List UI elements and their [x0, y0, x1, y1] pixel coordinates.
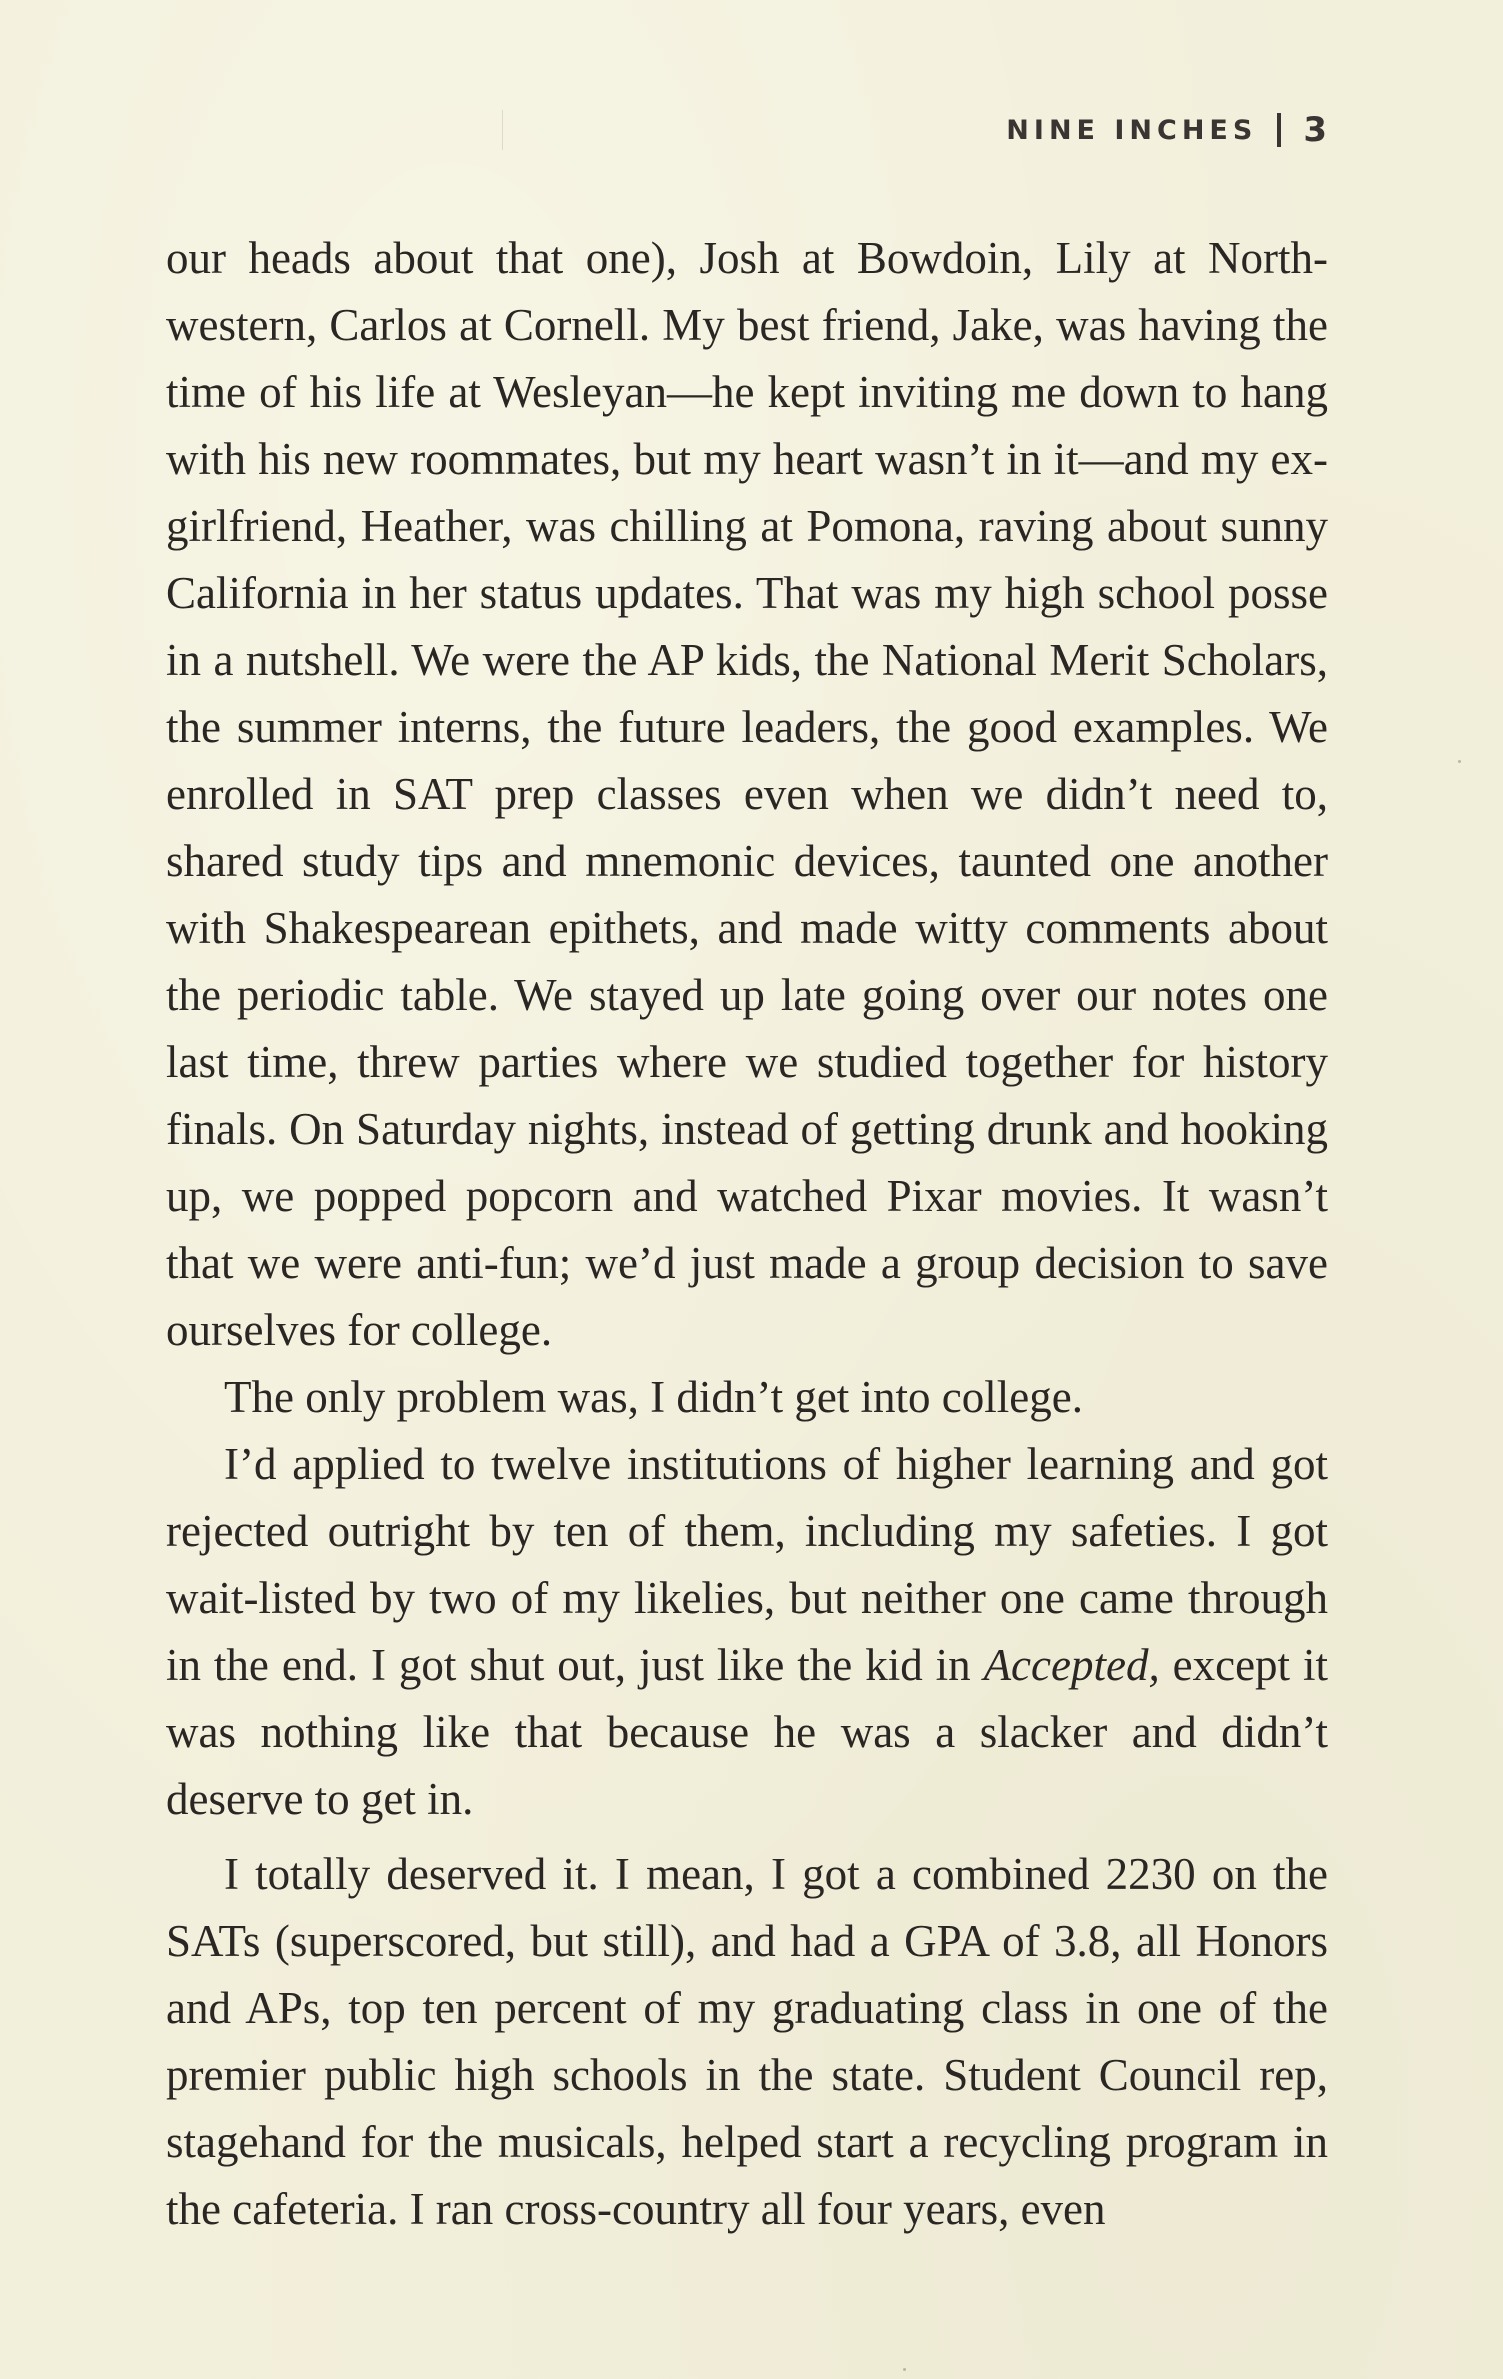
paragraph-3-text-start: I’d applied to twelve institutions of higher learning and got rejected outright by ten of them, including my safeties. I got wait-listed by two of my likelies, but neither one came through in the end. I got shut out, just like the kid in	[166, 1439, 1328, 1690]
paragraph-3-text-end: except it was nothing like that because he was a slacker and didn’t deserve to get in.	[166, 1640, 1328, 1824]
paper-crease	[502, 110, 503, 150]
paragraph-1: our heads about that one), Josh at Bowdoin, Lily at Northwestern, Carlos at Cornell. My best friend, Jake, was having the time of his life at Wesleyan—he kept inviting me down to hang with his new roommates, but my heart wasn’t in it—and my ex-girlfriend, Heather, was chilling at Pomona, raving about sunny California in her status updates. That was my high school posse in a nutshell. We were the AP kids, the National Merit Scholars, the summer interns, the future leaders, the good examples. We enrolled in SAT prep classes even when we didn’t need to, shared study tips and mnemonic devices, taunted one another with Shakespearean epithets, and made witty comments about the periodic table. We stayed up late going over our notes one last time, threw parties where we studied together for history finals. On Saturday nights, instead of getting drunk and hooking up, we popped popcorn and watched Pixar movies. It wasn’t that we were anti-fun; we’d just made a group decision to save ourselves for college.	[166, 233, 1328, 1355]
paper-speck	[903, 2368, 906, 2371]
running-header	[1006, 110, 1327, 150]
body-text	[166, 225, 1328, 2243]
header-separator-bar	[1277, 113, 1281, 147]
film-title-italic: Accepted,	[983, 1640, 1160, 1690]
paragraph-4: I totally deserved it. I mean, I got a combined 2230 on the SATs (superscored, but still), and had a GPA of 3.8, all Honors and APs, top ten percent of my graduating class in one of the premier public high schools in the state. Student Council rep, stagehand for the musicals, helped start a recycling program in the cafeteria. I ran cross-country all four years, even	[166, 1849, 1328, 2234]
running-title: NINE INCHES	[1006, 114, 1258, 146]
paragraph-3	[166, 1431, 1328, 1833]
paragraph-2: The only problem was, I didn’t get into college.	[224, 1372, 1083, 1422]
paper-speck	[1458, 760, 1461, 763]
page-number: 3	[1303, 110, 1327, 150]
